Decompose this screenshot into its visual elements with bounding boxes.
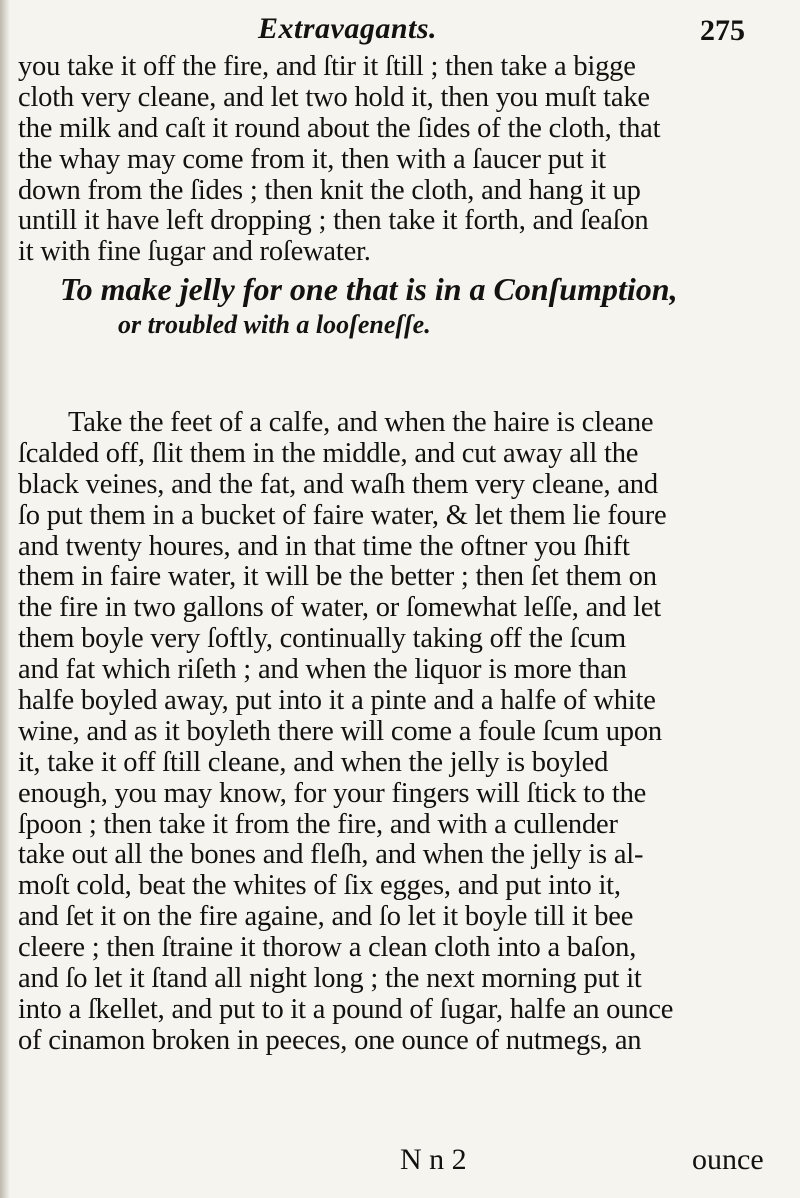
text-line: enough, you may know, for your fingers will ſtick to the: [18, 778, 647, 809]
text-line: down from the ſides ; then knit the cloth, and hang it up: [18, 175, 641, 206]
text-line: the milk and caſt it round about the ſides of the cloth, that: [18, 113, 661, 144]
catchword: ounce: [692, 1143, 764, 1176]
text-line: it, take it off ſtill cleane, and when the jelly is boyled: [18, 747, 609, 778]
running-title: Extravagants.: [258, 12, 438, 45]
recipe-subtitle: or troubled with a looſeneſſe.: [118, 310, 431, 339]
text-line: and ſet it on the fire againe, and ſo let it boyle till it bee: [18, 902, 634, 933]
text-line: untill it have left dropping ; then take it forth, and ſeaſon: [18, 206, 649, 237]
text-line: the whay may come from it, then with a ſaucer put it: [18, 144, 606, 175]
text-line: take out all the bones and fleſh, and when the jelly is al-: [18, 840, 644, 871]
text-line: and twenty houres, and in that time the oftner you ſhift: [18, 531, 630, 562]
text-line: wine, and as it boyleth there will come a foule ſcum upon: [18, 716, 662, 747]
text-line: ſcalded off, ſlit them in the middle, and cut away all the: [18, 438, 639, 469]
text-line: the fire in two gallons of water, or ſomewhat leſſe, and let: [18, 593, 661, 624]
signature-mark: N n 2: [400, 1143, 467, 1176]
recipe-title: To make jelly for one that is in a Conſumption,: [60, 271, 678, 307]
text-line: halfe boyled away, put into it a pinte and a halfe of white: [18, 686, 656, 717]
page-gutter-shadow: [0, 0, 10, 1198]
text-line: cleere ; then ſtraine it thorow a clean cloth into a baſon,: [18, 933, 637, 964]
text-line: Take the feet of a calfe, and when the haire is cleane: [68, 408, 654, 438]
text-line: it with fine ſugar and roſewater.: [18, 237, 371, 268]
running-head: [0, 8, 800, 48]
text-line: you take it off the fire, and ſtir it ſtill ; then take a bigge: [18, 52, 636, 82]
recipe-heading: [60, 268, 790, 340]
text-line: ſo put them in a bucket of faire water, & let them lie foure: [18, 500, 667, 531]
text-line: into a ſkellet, and put to it a pound of ſugar, halfe an ounce: [18, 994, 674, 1025]
text-line: them in faire water, it will be the better ; then ſet them on: [18, 562, 657, 593]
text-line: them boyle very ſoftly, continually taking off the ſcum: [18, 624, 626, 655]
text-line: of cinamon broken in peeces, one ounce of nutmegs, an: [18, 1025, 642, 1056]
paragraph-1: [18, 52, 788, 268]
page-footer: [0, 1143, 800, 1179]
text-line: and fat which riſeth ; and when the liquor is more than: [18, 655, 627, 686]
text-line: ſpoon ; then take it from the fire, and with a cullender: [18, 809, 618, 840]
paragraph-2: [18, 408, 788, 1057]
text-line: moſt cold, beat the whites of ſix egges, and put into it,: [18, 871, 621, 902]
page-number: 275: [700, 14, 745, 47]
text-line: and ſo let it ſtand all night long ; the next morning put it: [18, 964, 642, 995]
text-line: cloth very cleane, and let two hold it, then you muſt take: [18, 82, 650, 113]
text-line: black veines, and the fat, and waſh them very cleane, and: [18, 469, 658, 500]
